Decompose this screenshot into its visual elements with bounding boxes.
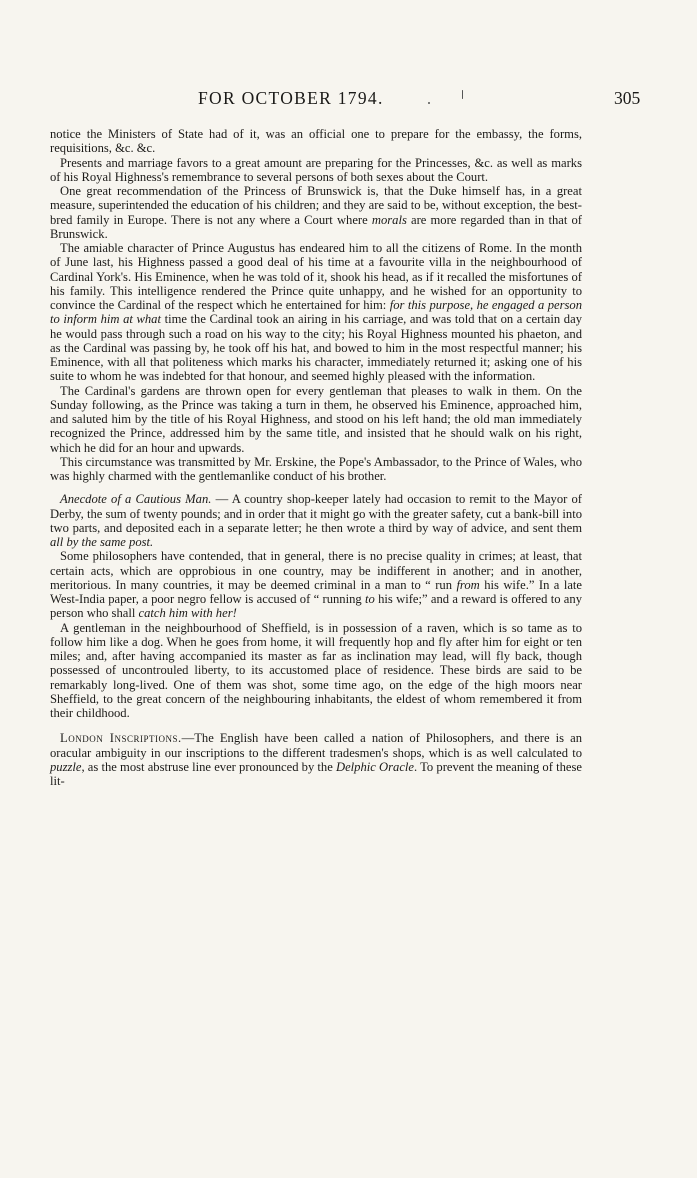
paragraph-presents: Presents and marriage favors to a great amount are preparing for the Princesses, &c. as well as marks of his Royal Highness's remembrance to several persons of both sexes about the Court.: [50, 155, 582, 184]
paragraph-raven: A gentleman in the neighbourhood of Sheffield, is in possession of a raven, which is so tame as to follow him like a dog. When he goes from home, it will frequently hop and fly after him for eight or ten miles; and, after having accompanied its master as far as inclination may lead, will fly back, though possessed of uncontrouled liberty, to its accustomed place of residence. These birds are said to be remarkably long-lived. One of them was shot, some time ago, on the edge of the high moors near Sheffield, to the great concern of the neighbouring inhabitants, the eldest of whom remembered it from their childhood.: [50, 620, 582, 720]
paragraph-prince-augustus: The amiable character of Prince Augustus has endeared him to all the citizens of Rome. In the month of June last, his Highness passed a good deal of his time at a favourite villa in the neighbourhood of Cardinal York's. His Eminence, when he was told of it, shook his head, as if it recalled the misfortunes of his family. This intelligence rendered the Prince quite unhappy, and he wished for an opportunity to convince the Cardinal of the respect which he entertained for him: for this purpose, he engaged a person to inform him at what time the Cardinal took an airing in his carriage, and was told that on a certain day he would pass through such a road on his way to the city; his Royal Highness mounted his phaeton, and as the Cardinal was passing by, he took off his hat, and bowed to him in the most respectful manner; his Eminence, with all that politeness which marks his character, immediately returned it; asking one of his suite to whom he was indebted for that honour, and seemed highly pleased with the information.: [50, 241, 582, 384]
running-title: FOR OCTOBER 1794.: [198, 88, 384, 108]
article-body: [50, 127, 582, 788]
paragraph-london-inscriptions: London Inscriptions.—The English have been called a nation of Philosophers, and there is an oracular ambiguity in our inscriptions to the different tradesmen's shops, which is as well calculated to puzzle, as the most abstruse line ever pronounced by the Delphic Oracle. To prevent the meaning of these lit-: [50, 731, 582, 788]
print-speck: [462, 90, 463, 99]
paragraph-cautious-man: Anecdote of a Cautious Man. — A country shop-keeper lately had occasion to remit to the Mayor of Derby, the sum of twenty pounds; and in order that it might go with the greater safety, cut a bank-bill into two parts, and deposited each in a separate letter; he then wrote a third by way of advice, and sent them all by the same post.: [50, 492, 583, 549]
paragraph-embassy: notice the Ministers of State had of it, was an official one to prepare for the embassy, the forms, requisitions, &c. &c.: [50, 127, 582, 156]
running-head: [0, 88, 697, 110]
section-heading: Anecdote of a Cautious Man.: [60, 492, 212, 507]
page-number: 305: [614, 88, 641, 108]
print-speck: [428, 102, 430, 104]
paragraph-cardinals-gardens: The Cardinal's gardens are thrown open for every gentleman that pleases to walk in them. On the Sunday following, as the Prince was taking a turn in them, he observed his Eminence, approached him, and saluted him by the title of his Royal Highness, and stood on his left hand; the old man immediately recognized the Prince, addressed him by the same title, and insisted that he should walk on his right, which he did for an hour and upwards.: [50, 383, 582, 455]
section-heading: London Inscriptions.: [60, 731, 182, 746]
paragraph-philosophers: Some philosophers have contended, that in general, there is no precise quality in crimes; at least, that certain acts, which are opprobious in one country, may be indifferent in another; and in another, meritorious. In many countries, it may be deemed criminal in a man to “ run from his wife.” In a late West-India paper, a poor negro fellow is accused of “ running to his wife;” and a reward is offered to any person who shall catch him with her!: [50, 549, 583, 621]
paragraph-brunswick: One great recommendation of the Princess of Brunswick is, that the Duke himself has, in a great measure, superintended the education of his children; and they are said to be, without exception, the best-bred family in Europe. There is not any where a Court where morals are more regarded than in that of Brunswick.: [50, 184, 582, 241]
paragraph-erskine: This circumstance was transmitted by Mr. Erskine, the Pope's Ambassador, to the Prince of Wales, who was highly charmed with the gentlemanlike conduct of his brother.: [50, 454, 582, 483]
